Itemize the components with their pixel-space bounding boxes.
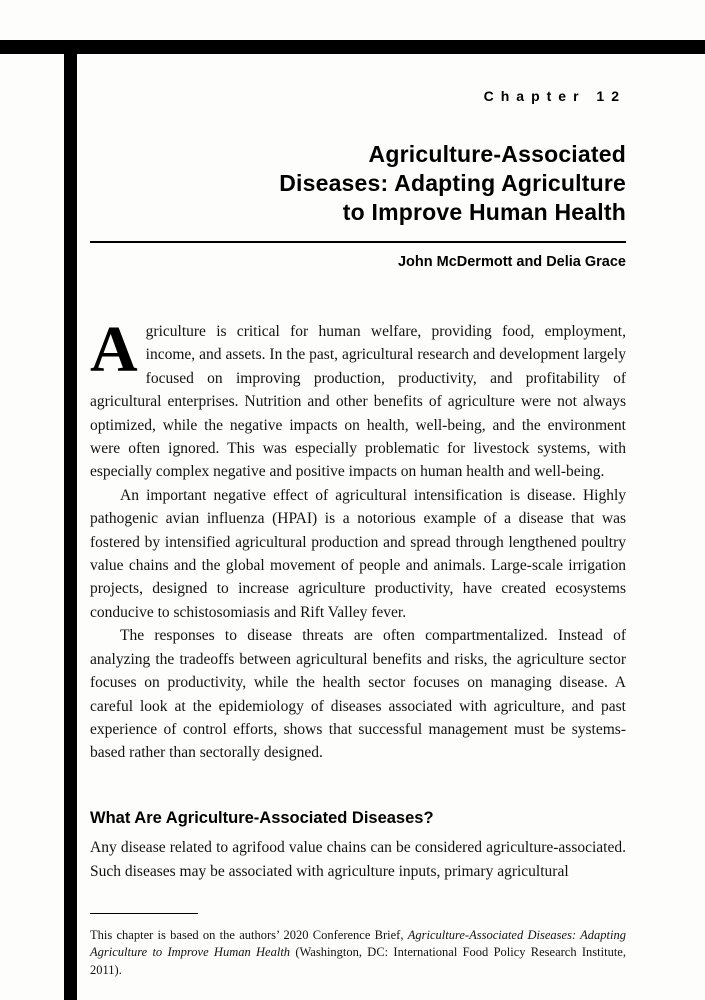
title-rule [90,241,626,243]
chapter-title [90,140,626,227]
paragraph-4: Any disease related to agrifood value chains can be considered agriculture-associated. Such diseases may be associated with agriculture inputs, primary agricultural [90,839,626,880]
footnote-text-pre: This chapter is based on the authors’ 2020 Conference Brief, [90,927,408,942]
chapter-title-line-3: to Improve Human Health [342,199,626,225]
section-heading: What Are Agriculture-Associated Diseases? [90,808,434,827]
footnote-rule [90,913,198,914]
footnote [90,913,626,980]
scan-top-bar [0,40,705,54]
chapter-label: Chapter 12 [483,88,626,104]
footnote-text-post: (Washington, DC: International Food Policy Research Institute, 2011). [90,945,626,977]
chapter-title-line-2: Diseases: Adapting Agriculture [279,170,626,196]
paragraph-1-text: griculture is critical for human welfare, providing food, employment, income, and assets. In the past, agricultural research and development largely focused on improving production, productivity, and profitability of agricultural enterprises. Nutrition and other benefits of agriculture were not always optimized, while the negative impacts on health, well-being, and the environment were often ignored. This was especially problematic for livestock systems, with especially complex negative and positive impacts on human health and well-being. [90,323,626,481]
scan-left-bar [64,40,77,1000]
paragraph-2: An important negative effect of agricultural intensification is disease. Highly pathogenic avian influenza (HPAI) is a notorious example of a disease that was fostered by intensified agricultural production and spread through lengthened poultry value chains and the global movement of people and animals. Large-scale irrigation projects, designed to increase agriculture productivity, have created ecosystems conducive to schistosomiasis and Rift Valley fever. [90,486,626,621]
footnote-text-italic: Agriculture-Associated Diseases: Adapting Agriculture to Improve Human Health [90,927,626,960]
footnote-text [90,927,626,980]
drop-cap: A [90,313,138,386]
authors-byline: John McDermott and Delia Grace [397,254,626,270]
chapter-title-line-1: Agriculture-Associated [368,141,626,167]
paragraph-3: The responses to disease threats are often compartmentalized. Instead of analyzing the tradeoffs between agricultural benefits and risks, the agriculture sector focuses on productivity, while the health sector focuses on managing disease. A careful look at the epidemiology of diseases associated with agriculture, and past experience of control efforts, shows that successful management must be systems-based rather than sectorally designed. [90,627,626,762]
paragraph-1 [90,313,626,484]
body-text [90,313,626,883]
page-content [90,88,626,979]
